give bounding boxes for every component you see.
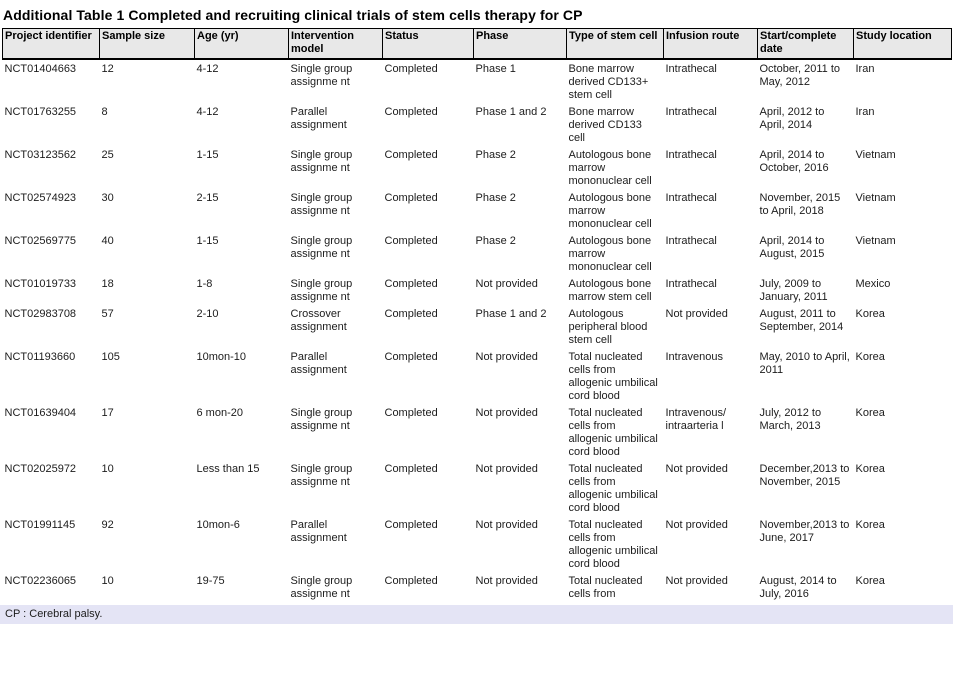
table-row [3, 189, 952, 232]
cell-infusion: Not provided [665, 463, 728, 475]
table-row [3, 572, 952, 602]
table-row [3, 275, 952, 305]
column-header-age: Age (yr) [195, 29, 289, 60]
cell-intervention: Single group assignme nt [290, 407, 353, 432]
cell-date: August, 2011 to September, 2014 [759, 308, 844, 333]
cell-stem_cell: Total nucleated cells from [568, 575, 643, 600]
column-header-project: Project identifier [3, 29, 100, 60]
cell-infusion: Intravenous/ intraarteria l [665, 407, 727, 432]
cell-date: December,2013 to November, 2015 [759, 463, 850, 488]
cell-age: Less than 15 [196, 463, 260, 475]
cell-sample: 105 [101, 351, 120, 363]
cell-status: Completed [384, 149, 438, 161]
table-row [3, 404, 952, 460]
cell-date: April, 2014 to August, 2015 [759, 235, 825, 260]
cell-status: Completed [384, 106, 438, 118]
column-header-sample: Sample size [100, 29, 195, 60]
cell-date: July, 2009 to January, 2011 [759, 278, 828, 303]
cell-intervention: Single group assignme nt [290, 575, 353, 600]
table-title: Additional Table 1 Completed and recruiting clinical trials of stem cells therapy for CP [3, 7, 583, 23]
cell-phase: Not provided [475, 407, 538, 419]
cell-stem_cell: Autologous bone marrow mononuclear cell [568, 149, 652, 187]
cell-sample: 12 [101, 63, 114, 75]
cell-date: April, 2012 to April, 2014 [759, 106, 825, 131]
cell-project: NCT02574923 [4, 192, 77, 204]
column-header-location: Study location [854, 29, 952, 60]
cell-age: 2-15 [196, 192, 219, 204]
cell-age: 1-15 [196, 149, 219, 161]
cell-age: 10mon-10 [196, 351, 247, 363]
cell-intervention: Single group assignme nt [290, 278, 353, 303]
cell-date: July, 2012 to March, 2013 [759, 407, 822, 432]
cell-sample: 18 [101, 278, 114, 290]
cell-intervention: Parallel assignment [290, 519, 347, 544]
cell-project: NCT01991145 [4, 519, 76, 531]
cell-phase: Not provided [475, 463, 538, 475]
cell-project: NCT01019733 [4, 278, 77, 290]
cell-sample: 40 [101, 235, 114, 247]
cell-stem_cell: Autologous bone marrow mononuclear cell [568, 235, 652, 273]
cell-location: Korea [855, 407, 885, 419]
table-row [3, 460, 952, 516]
header-row [3, 29, 952, 60]
cell-age: 4-12 [196, 106, 219, 118]
table-footnote: CP : Cerebral palsy. [0, 605, 953, 624]
cell-project: NCT01404663 [4, 63, 77, 75]
cell-intervention: Parallel assignment [290, 351, 347, 376]
cell-phase: Phase 1 and 2 [475, 106, 547, 118]
cell-stem_cell: Total nucleated cells from allogenic umbilical cord blood [568, 407, 658, 458]
cell-date: August, 2014 to July, 2016 [759, 575, 837, 600]
column-header-stem_cell: Type of stem cell [567, 29, 664, 60]
cell-age: 4-12 [196, 63, 219, 75]
cell-location: Iran [855, 106, 875, 118]
cell-sample: 17 [101, 407, 114, 419]
cell-phase: Not provided [475, 278, 538, 290]
column-header-infusion: Infusion route [664, 29, 758, 60]
column-header-status: Status [383, 29, 474, 60]
cell-location: Iran [855, 63, 875, 75]
cell-sample: 92 [101, 519, 114, 531]
cell-location: Korea [855, 308, 885, 320]
column-header-intervention: Intervention model [289, 29, 383, 60]
cell-location: Korea [855, 519, 885, 531]
cell-location: Korea [855, 463, 885, 475]
cell-date: October, 2011 to May, 2012 [759, 63, 841, 88]
cell-date: April, 2014 to October, 2016 [759, 149, 829, 174]
column-header-phase: Phase [474, 29, 567, 60]
cell-phase: Not provided [475, 351, 538, 363]
cell-age: 2-10 [196, 308, 219, 320]
cell-intervention: Single group assignme nt [290, 235, 353, 260]
table-body [3, 59, 952, 602]
table-row [3, 348, 952, 404]
cell-intervention: Single group assignme nt [290, 192, 353, 217]
cell-age: 19-75 [196, 575, 225, 587]
cell-phase: Phase 2 [475, 235, 516, 247]
cell-status: Completed [384, 463, 438, 475]
cell-stem_cell: Autologous peripheral blood stem cell [568, 308, 648, 346]
cell-infusion: Intrathecal [665, 63, 717, 75]
cell-sample: 57 [101, 308, 114, 320]
cell-sample: 30 [101, 192, 114, 204]
cell-age: 6 mon-20 [196, 407, 243, 419]
cell-age: 1-15 [196, 235, 219, 247]
cell-status: Completed [384, 308, 438, 320]
cell-status: Completed [384, 235, 438, 247]
cell-phase: Not provided [475, 575, 538, 587]
cell-intervention: Crossover assignment [290, 308, 347, 333]
cell-intervention: Single group assignme nt [290, 149, 353, 174]
cell-project: NCT02983708 [4, 308, 77, 320]
cell-location: Korea [855, 575, 885, 587]
cell-project: NCT02569775 [4, 235, 77, 247]
cell-age: 10mon-6 [196, 519, 240, 531]
cell-infusion: Intrathecal [665, 149, 717, 161]
cell-phase: Phase 2 [475, 192, 516, 204]
cell-infusion: Intrathecal [665, 106, 717, 118]
cell-infusion: Intrathecal [665, 235, 717, 247]
cell-phase: Phase 1 [475, 63, 516, 75]
table-header [3, 29, 952, 60]
cell-date: May, 2010 to April, 2011 [759, 351, 850, 376]
column-header-date: Start/complete date [758, 29, 854, 60]
cell-location: Korea [855, 351, 885, 363]
cell-stem_cell: Total nucleated cells from allogenic umbilical cord blood [568, 519, 658, 570]
table-row [3, 232, 952, 275]
cell-status: Completed [384, 278, 438, 290]
table-row [3, 516, 952, 572]
cell-date: November, 2015 to April, 2018 [759, 192, 841, 217]
cell-project: NCT01193660 [4, 351, 76, 363]
table-row [3, 146, 952, 189]
cell-sample: 10 [101, 463, 114, 475]
trials-table [2, 28, 952, 602]
cell-location: Vietnam [855, 149, 896, 161]
cell-status: Completed [384, 575, 438, 587]
cell-project: NCT02025972 [4, 463, 77, 475]
cell-infusion: Intravenous [665, 351, 723, 363]
cell-sample: 10 [101, 575, 114, 587]
table-row [3, 59, 952, 103]
cell-infusion: Not provided [665, 575, 728, 587]
cell-status: Completed [384, 519, 438, 531]
cell-status: Completed [384, 351, 438, 363]
cell-project: NCT03123562 [4, 149, 77, 161]
cell-age: 1-8 [196, 278, 213, 290]
cell-status: Completed [384, 192, 438, 204]
cell-infusion: Intrathecal [665, 278, 717, 290]
cell-stem_cell: Total nucleated cells from allogenic umbilical cord blood [568, 463, 658, 514]
cell-status: Completed [384, 407, 438, 419]
cell-intervention: Single group assignme nt [290, 463, 353, 488]
cell-project: NCT01639404 [4, 407, 77, 419]
cell-location: Vietnam [855, 192, 896, 204]
cell-intervention: Parallel assignment [290, 106, 347, 131]
cell-phase: Phase 2 [475, 149, 516, 161]
cell-sample: 8 [101, 106, 108, 118]
cell-location: Mexico [855, 278, 891, 290]
cell-stem_cell: Total nucleated cells from allogenic umbilical cord blood [568, 351, 658, 402]
table-row [3, 305, 952, 348]
cell-intervention: Single group assignme nt [290, 63, 353, 88]
cell-project: NCT01763255 [4, 106, 77, 118]
cell-stem_cell: Autologous bone marrow stem cell [568, 278, 652, 303]
cell-location: Vietnam [855, 235, 896, 247]
cell-phase: Phase 1 and 2 [475, 308, 547, 320]
cell-stem_cell: Bone marrow derived CD133 cell [568, 106, 642, 144]
cell-infusion: Not provided [665, 308, 728, 320]
table-row [3, 103, 952, 146]
cell-infusion: Not provided [665, 519, 728, 531]
cell-project: NCT02236065 [4, 575, 77, 587]
cell-stem_cell: Bone marrow derived CD133+ stem cell [568, 63, 649, 101]
cell-phase: Not provided [475, 519, 538, 531]
cell-infusion: Intrathecal [665, 192, 717, 204]
cell-date: November,2013 to June, 2017 [759, 519, 850, 544]
cell-sample: 25 [101, 149, 114, 161]
cell-stem_cell: Autologous bone marrow mononuclear cell [568, 192, 652, 230]
cell-status: Completed [384, 63, 438, 75]
